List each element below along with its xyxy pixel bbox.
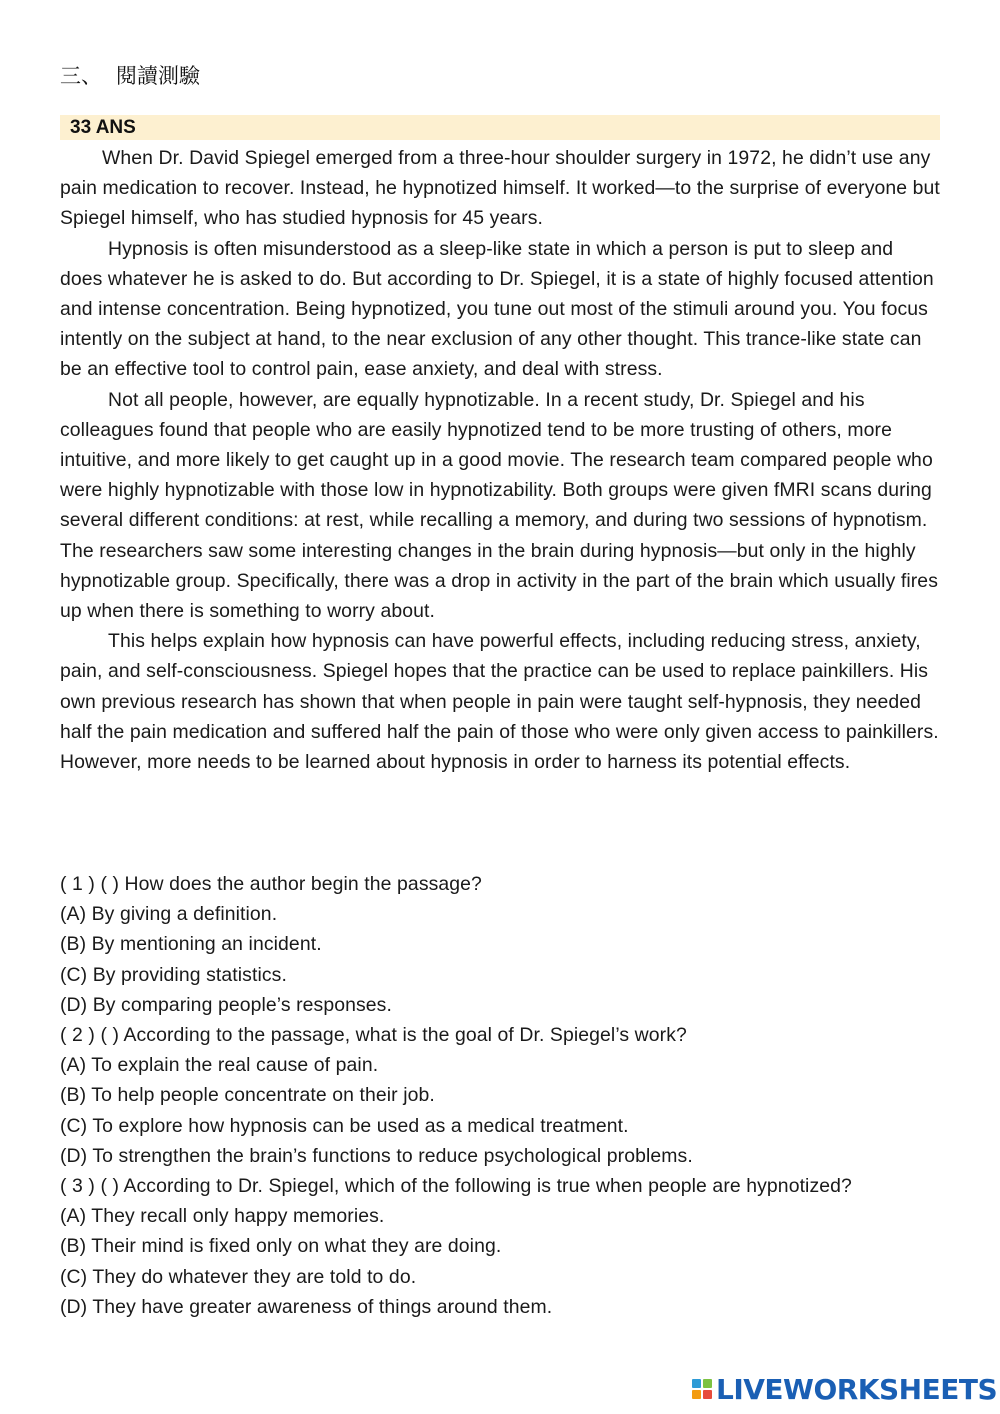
answer-option: (D) They have greater awareness of things around them. (60, 1295, 553, 1318)
passage-paragraph-2: Hypnosis is often misunderstood as a sleep-like state in which a person is put to sleep and does whatever he is asked to do. But according to Dr. Spiegel, it is a state of highly focused attention and intense concentration. Being hypnotized, you tune out most of the stimuli around you. You focus intently on the subject at hand, to the near exclusion of any other thought. This trance-like state can be an effective tool to control pain, ease anxiety, and deal with stress. (60, 237, 934, 381)
answer-option: (D) By comparing people’s responses. (60, 993, 392, 1016)
question-2 (60, 1020, 940, 1171)
question-prompt: ( 1 ) ( ) How does the author begin the passage? (60, 873, 482, 895)
answer-option: (C) To explore how hypnosis can be used as a medical treatment. (60, 1114, 629, 1137)
answer-option: (A) By giving a definition. (60, 903, 278, 926)
answer-option: (C) By providing statistics. (60, 963, 287, 986)
section-heading (60, 60, 200, 90)
logo-square (692, 1390, 701, 1399)
logo-square (692, 1379, 701, 1388)
answer-option: (B) By mentioning an incident. (60, 933, 322, 956)
question-prompt: ( 2 ) ( ) According to the passage, what is the goal of Dr. Spiegel’s work? (60, 1024, 687, 1047)
answer-option: (C) They do whatever they are told to do. (60, 1265, 417, 1288)
passage-paragraph-3: Not all people, however, are equally hypnotizable. In a recent study, Dr. Spiegel and his colleagues found that people who are easily hypnotized tend to be more trusting of others, more intuitive, and more likely to get caught up in a good movie. The research team compared people who were highly hypnotizable with those low in hypnotizability. Both groups were given fMRI scans during several different conditions: at rest, while recalling a memory, and during two sessions of hypnotism. The researchers saw some interesting changes in the brain during hypnosis—but only in the highly hypnotizable group. Specifically, there was a drop in activity in the part of the brain which usually fires up when there is something to worry about. (60, 388, 938, 623)
reading-passage (60, 143, 940, 777)
section-number: 三、 (60, 64, 102, 88)
section-title: 閱讀測驗 (116, 64, 200, 88)
logo-text: LIVEWORKSHEETS (716, 1372, 998, 1406)
liveworksheets-logo (692, 1372, 997, 1406)
logo-square (703, 1390, 712, 1399)
question-3 (60, 1171, 940, 1322)
question-1 (60, 869, 940, 1020)
answer-option: (D) To strengthen the brain’s functions to reduce psychological problems. (60, 1144, 693, 1167)
answer-option: (B) Their mind is fixed only on what they are doing. (60, 1235, 502, 1258)
logo-square (703, 1379, 712, 1388)
answer-option: (A) To explain the real cause of pain. (60, 1054, 379, 1077)
answer-option: (A) They recall only happy memories. (60, 1205, 385, 1228)
answer-highlight-bar (60, 115, 940, 140)
logo-squares-icon (692, 1379, 712, 1399)
answer-label: 33 ANS (70, 117, 136, 138)
answer-option: (B) To help people concentrate on their job. (60, 1084, 435, 1107)
question-prompt: ( 3 ) ( ) According to Dr. Spiegel, which of the following is true when people are hypnotized? (60, 1175, 852, 1198)
passage-paragraph-4: This helps explain how hypnosis can have powerful effects, including reducing stress, anxiety, pain, and self-consciousness. Spiegel hopes that the practice can be used to replace painkillers. His own previous research has shown that when people in pain were taught self-hypnosis, they needed half the pain medication and suffered half the pain of those who were only given access to painkillers. However, more needs to be learned about hypnosis in order to harness its potential effects. (60, 630, 939, 774)
passage-paragraph-1: When Dr. David Spiegel emerged from a three-hour shoulder surgery in 1972, he didn’t use any pain medication to recover. Instead, he hypnotized himself. It worked—to the surprise of everyone but Spiegel himself, who has studied hypnosis for 45 years. (60, 147, 940, 230)
question-list (60, 869, 940, 1322)
